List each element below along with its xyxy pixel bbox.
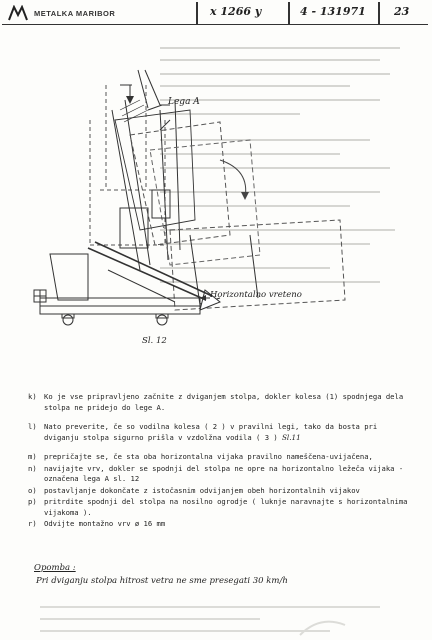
header-divider: [378, 2, 380, 24]
header-divider: [196, 2, 198, 24]
title-block-header: [2, 2, 428, 25]
step-letter: k): [28, 392, 37, 401]
step-letter: m): [28, 452, 37, 461]
figure-tower-erection: [20, 30, 420, 350]
step-letter: o): [28, 485, 37, 495]
header-divider: [288, 2, 290, 24]
instruction-steps: [28, 392, 413, 531]
figure-caption: Sl. 12: [142, 336, 167, 346]
company-logo-icon: [8, 5, 28, 21]
figure-reference: Sl.11: [282, 432, 301, 442]
step-p: [28, 497, 413, 518]
step-text: postavljanje dokončate z istočasnim odvijanjem obeh horizontalnih vijakov: [44, 485, 360, 495]
step-m: [28, 452, 413, 463]
company-name: METALKA MARIBOR: [34, 9, 116, 18]
step-text: Nato preverite, če so vodilna kolesa ( 2 ) v pravilni legi, tako da bosta pri dviganju stolpa sigurno prišla v vzdolžna vodila ( 3 ): [44, 422, 378, 442]
page-number: 23: [394, 5, 410, 18]
step-r: [28, 519, 413, 530]
step-letter: n): [28, 463, 37, 473]
step-letter: r): [28, 519, 37, 528]
step-k: [28, 392, 413, 413]
drawing-number: x 1266 y: [210, 5, 262, 18]
tower-lifting-diagram: [20, 30, 420, 350]
bottom-bleed-through: [0, 595, 432, 640]
horizontal-spindle-label: Horizontalno vreteno: [210, 290, 302, 300]
note-title: Opomba :: [34, 563, 76, 573]
position-a-label: Lega A: [168, 97, 200, 107]
step-o: [28, 486, 413, 497]
step-text: prepričajte se, če sta oba horizontalna vijaka pravilno nameščena-uvijačena,: [44, 452, 373, 461]
note-text: Pri dviganju stolpa hitrost vetra ne sme presegati 30 km/h: [36, 576, 288, 586]
step-letter: l): [28, 422, 37, 431]
step-text: navijajte vrv, dokler se spodnji del stolpa ne opre na horizontalno ležeča vijaka - označena lega A sl. 12: [44, 463, 404, 483]
step-text: pritrdite spodnji del stolpa na nosilno ogrodje ( luknje naravnajte s horizontalnima vijakoma ).: [44, 497, 408, 517]
step-l: [28, 422, 413, 443]
step-text: Ko je vse pripravljeno začnite z dviganjem stolpa, dokler kolesa (1) spodnjega dela stolpa ne pridejo do lege A.: [44, 392, 404, 412]
step-letter: p): [28, 497, 37, 506]
document-number: 4 - 131971: [300, 5, 366, 18]
step-text: Odvijte montažno vrv ø 16 mm: [44, 519, 166, 528]
note-block: [34, 563, 414, 586]
step-n: [28, 464, 413, 485]
